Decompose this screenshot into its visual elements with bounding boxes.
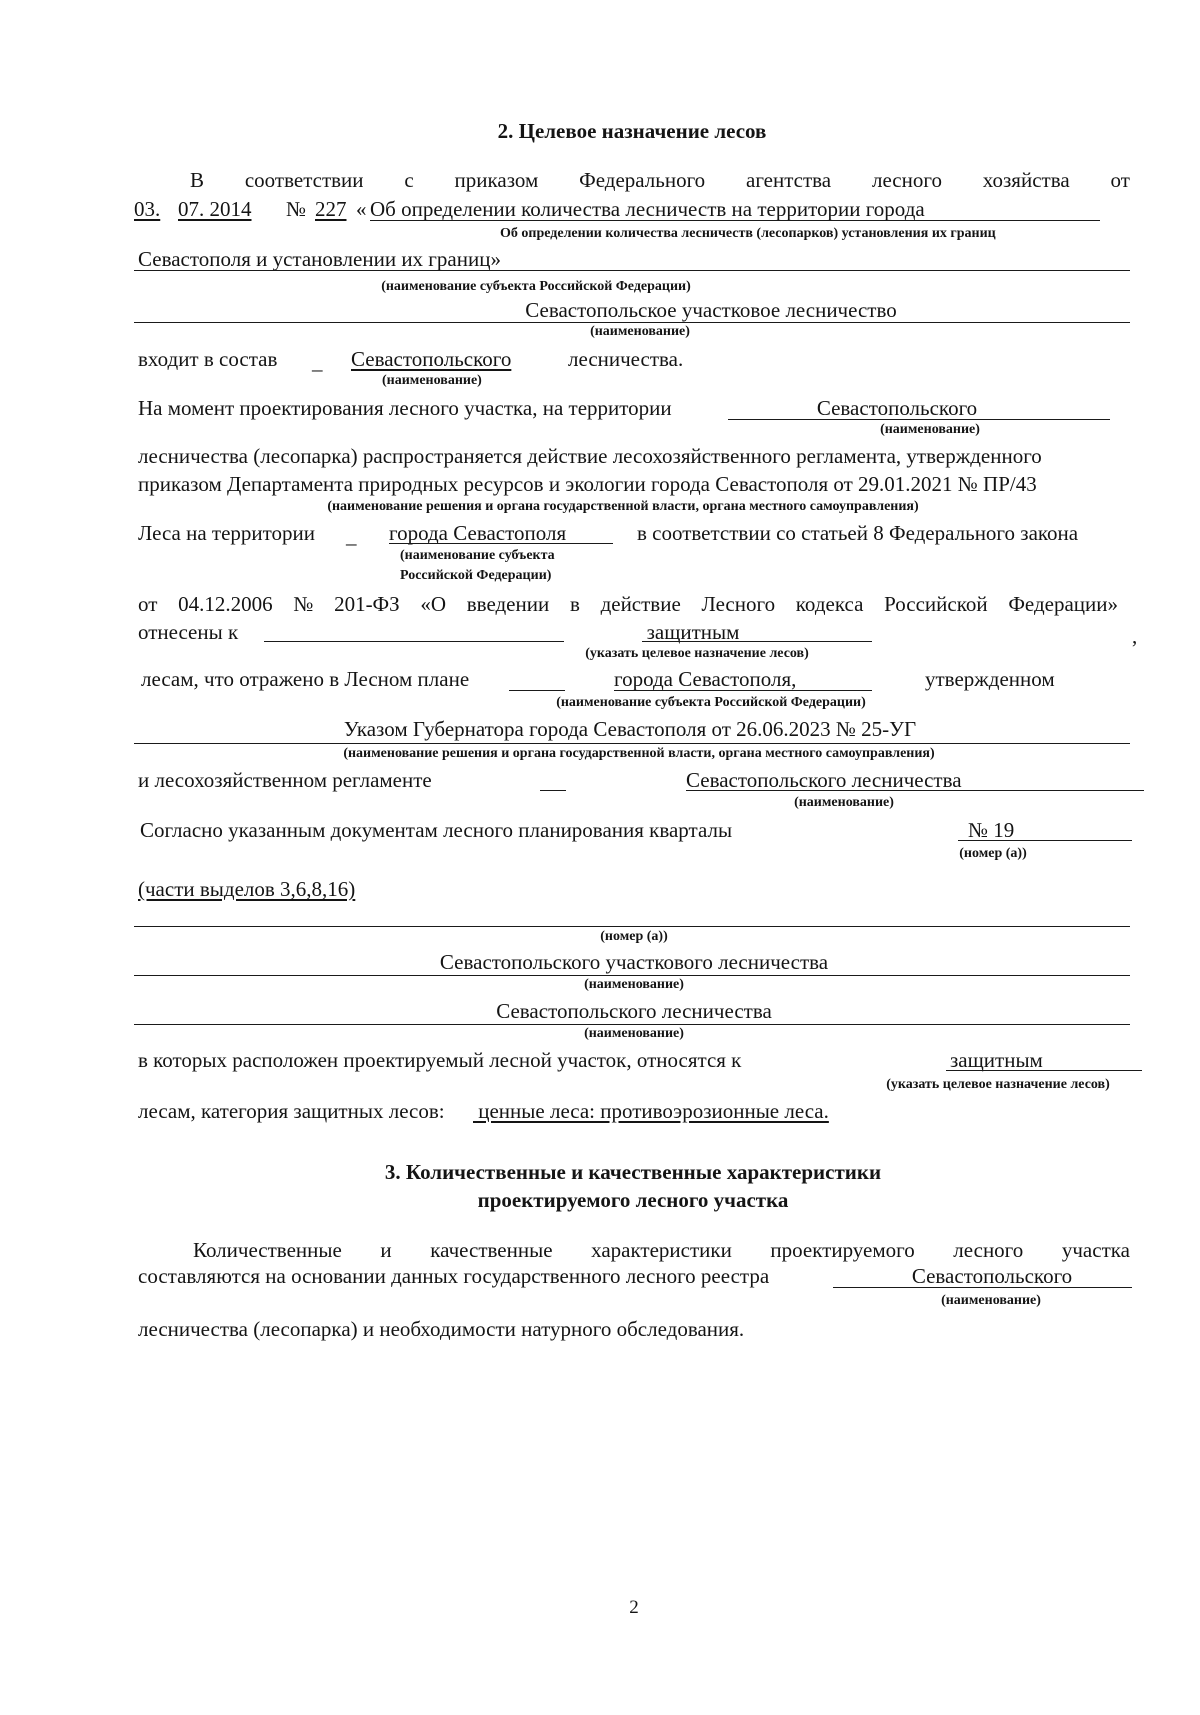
part-of-label: входит в состав — [138, 347, 278, 371]
rule — [134, 926, 1130, 927]
law-word: Российской — [884, 592, 988, 616]
reg-underline — [686, 790, 1144, 791]
forestry-genitive: Севастопольского лесничества — [496, 999, 772, 1023]
hint-name-5: (наименование) — [941, 1293, 1041, 1308]
rule — [134, 743, 1130, 744]
law-word: действие — [600, 592, 681, 616]
intro-word: хозяйства — [982, 168, 1070, 192]
district-genitive: Севастопольского участкового лесничества — [439, 950, 829, 974]
hint-decision-2: (наименование решения и органа государственной власти, органа местного самоуправления) — [343, 746, 935, 761]
hint-number: (номер (а)) — [959, 846, 1027, 861]
law-word: в — [569, 592, 580, 616]
order-hint: Об определении количества лесничеств (лесопарков) установления их границ — [500, 226, 996, 241]
intro-word: лесного — [953, 1238, 1024, 1262]
forests-law: в соответствии со статьей 8 Федерального закона — [637, 521, 1079, 545]
hint-name: (наименование) — [382, 373, 482, 388]
hint-subject: (наименование субъекта Российской Федерации) — [381, 279, 691, 294]
rule — [134, 270, 1130, 271]
law-word: 201-ФЗ — [334, 592, 400, 616]
intro-word: с — [404, 168, 414, 192]
moment-value: Севастопольского — [816, 396, 978, 420]
intro-word: участка — [1061, 1238, 1130, 1262]
rule — [134, 322, 1130, 323]
part-of-suffix: лесничества. — [568, 347, 684, 371]
law-word: кодекса — [795, 592, 864, 616]
assigned-comma: , — [1132, 624, 1138, 648]
law-word: от — [138, 592, 158, 616]
forests-subject-underline — [389, 543, 613, 544]
located-value: защитным — [950, 1048, 1043, 1072]
intro-word: проектируемого — [770, 1238, 915, 1262]
reg-label: и лесохозяйственном регламенте — [138, 768, 432, 792]
hint-subject-rf: (наименование субъекта Российской Федерации) — [556, 695, 866, 710]
intro-word: соответствии — [244, 168, 364, 192]
law-line — [138, 592, 1118, 616]
hint-purpose-2: (указать целевое назначение лесов) — [886, 1077, 1110, 1092]
order-title-underline — [370, 220, 1100, 221]
rule — [134, 1024, 1130, 1025]
hint-name-3: (наименование) — [584, 977, 684, 992]
part-of-dash: _ — [312, 350, 323, 374]
hint-decision: (наименование решения и органа государственной власти, органа местного самоуправления) — [327, 499, 919, 514]
forests-subject: города Севастополя — [389, 521, 567, 545]
order-title-part2: Севастополя и установлении их границ» — [138, 247, 501, 271]
intro-word: Количественные — [193, 1238, 342, 1262]
order-day: 03. — [134, 197, 161, 221]
hint-name: (наименование) — [880, 422, 980, 437]
reg-dash — [540, 790, 566, 791]
law-word: введении — [466, 592, 550, 616]
hint-name: (наименование) — [590, 324, 690, 339]
assigned-blank — [264, 641, 564, 642]
section-3-title-line-2: проектируемого лесного участка — [477, 1188, 789, 1212]
intro-word: агентства — [746, 168, 832, 192]
intro-word: лесного — [871, 168, 942, 192]
plan-blank — [509, 690, 565, 691]
assigned-underline — [642, 641, 872, 642]
regulation-line-2: приказом Департамента природных ресурсов и экологии города Севастополя от 29.01.2021 № ПР/43 — [138, 472, 1037, 496]
order-title-part1: Об определении количества лесничеств на территории города — [370, 197, 925, 221]
intro-word: характеристики — [591, 1238, 732, 1262]
hint-purpose: (указать целевое назначение лесов) — [585, 646, 809, 661]
order-number: 227 — [315, 197, 347, 221]
registry-label: составляются на основании данных государственного лесного реестра — [138, 1264, 770, 1288]
law-word: № — [293, 592, 314, 616]
registry-underline — [833, 1287, 1132, 1288]
forests-label: Леса на территории — [138, 521, 316, 545]
district-name: Севастопольское участковое лесничество — [525, 298, 897, 322]
hint-subject-short-2: Российской Федерации) — [400, 568, 552, 583]
quarters-label: Согласно указанным документам лесного планирования кварталы — [140, 818, 733, 842]
section-2-title: 2. Целевое назначение лесов — [497, 119, 767, 143]
order-month-year: 07. 2014 — [178, 197, 252, 221]
quarters-underline — [958, 840, 1132, 841]
hint-name-4: (наименование) — [584, 1026, 684, 1041]
plan-subject-underline — [614, 690, 872, 691]
registry-value: Севастопольского — [911, 1264, 1073, 1288]
plan-label: лесам, что отражено в Лесном плане — [141, 667, 470, 691]
assigned-value: защитным — [646, 620, 740, 644]
page-number: 2 — [629, 1597, 639, 1618]
hint-name-2: (наименование) — [794, 795, 894, 810]
law-word: 04.12.2006 — [178, 592, 273, 616]
intro-word: от — [1110, 168, 1130, 192]
intro-word: и — [380, 1238, 392, 1262]
hint-number-2: (номер (а)) — [600, 929, 668, 944]
located-underline — [946, 1070, 1142, 1071]
plan-subject: города Севастополя, — [614, 667, 797, 691]
intro-word: качественные — [430, 1238, 553, 1262]
assigned-label: отнесены к — [138, 620, 239, 644]
regulation-line-1: лесничества (лесопарка) распространяется действие лесохозяйственного регламента, утвержденного — [138, 444, 1042, 468]
part-of-value: Севастопольского — [351, 347, 512, 371]
law-word: Лесного — [701, 592, 776, 616]
intro-word: Федерального — [579, 168, 706, 192]
section-3-title-line-1: 3. Количественные и качественные характеристики — [384, 1160, 882, 1184]
hint-subject-short-1: (наименование субъекта — [400, 548, 555, 563]
section-3-intro-line — [193, 1238, 1130, 1262]
category-label: лесам, категория защитных лесов: — [138, 1099, 445, 1123]
order-number-label: № — [286, 197, 307, 221]
decree: Указом Губернатора города Севастополя от 26.06.2023 № 25-УГ — [343, 717, 917, 741]
quarters-value: № 19 — [968, 818, 1015, 842]
forests-dash: _ — [346, 524, 357, 548]
order-quote: « — [356, 197, 367, 221]
moment-underline — [728, 419, 1110, 420]
intro-word: приказом — [454, 168, 539, 192]
parts-value: (части выделов 3,6,8,16) — [138, 877, 356, 901]
law-word: Федерации» — [1008, 592, 1118, 616]
plan-approved: утвержденном — [925, 667, 1055, 691]
final-line: лесничества (лесопарка) и необходимости натурного обследования. — [138, 1317, 745, 1341]
located-label: в которых расположен проектируемый лесной участок, относятся к — [138, 1048, 742, 1072]
category-value: ценные леса: противоэрозионные леса. — [473, 1099, 829, 1123]
intro-line — [190, 168, 1130, 192]
intro-word: В — [190, 168, 205, 192]
rule — [134, 975, 1130, 976]
reg-value: Севастопольского лесничества — [686, 768, 962, 792]
moment-label: На момент проектирования лесного участка, на территории — [138, 396, 672, 420]
law-word: «О — [420, 592, 447, 616]
